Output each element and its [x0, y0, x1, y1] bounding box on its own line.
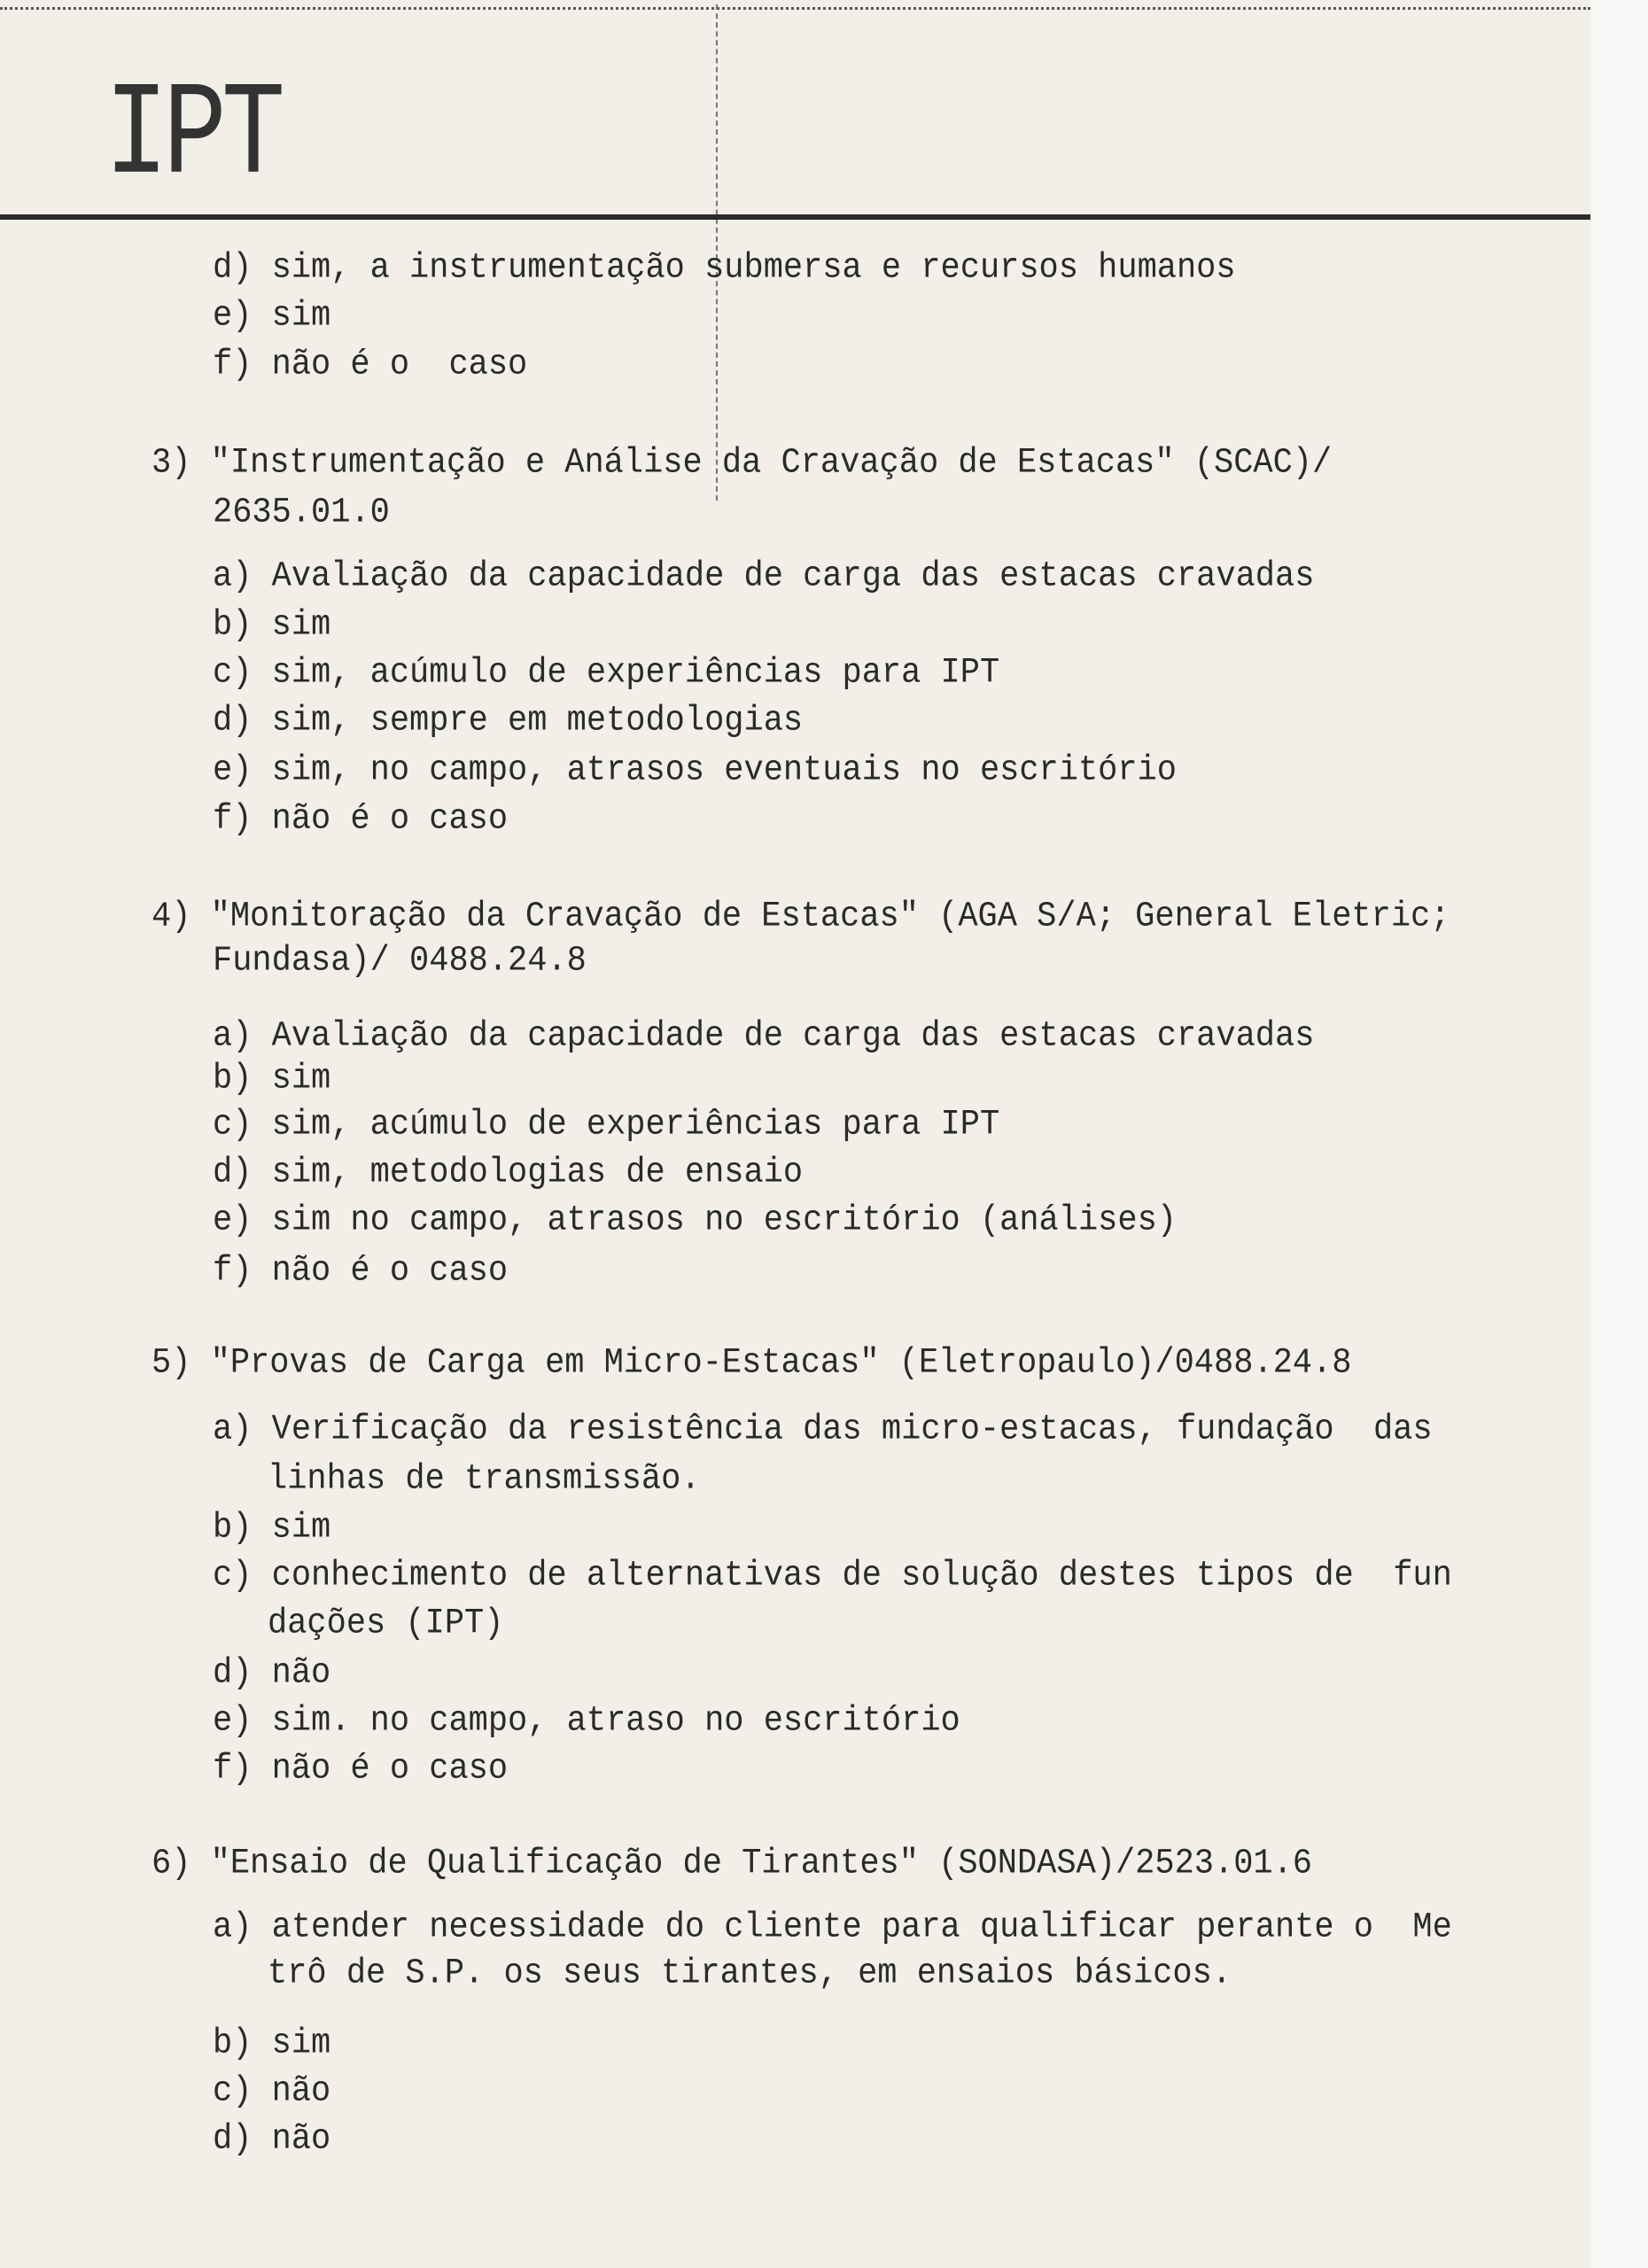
text-line: 2635.01.0: [213, 493, 390, 533]
text-line: linhas de transmissão.: [268, 1459, 701, 1500]
text-line: d) sim, a instrumentação submersa e recursos humanos: [213, 248, 1236, 289]
text-line: f) não é o caso: [213, 1251, 509, 1292]
text-line: f) não é o caso: [213, 799, 509, 840]
text-line: b) sim: [213, 605, 331, 646]
text-line: c) sim, acúmulo de experiências para IPT: [213, 1105, 1000, 1146]
text-line: b) sim: [213, 1059, 331, 1099]
page-edge: [1590, 0, 1648, 2268]
text-line: a) Verificação da resistência das micro-estacas, fundação das: [213, 1410, 1433, 1450]
text-line: a) Avaliação da capacidade de carga das estacas cravadas: [213, 1016, 1315, 1057]
text-line: trô de S.P. os seus tirantes, em ensaios básicos.: [268, 1953, 1232, 1994]
ipt-logo: IPT: [105, 62, 281, 213]
text-line: e) sim, no campo, atrasos eventuais no escritório: [213, 750, 1177, 791]
header-rule: [0, 214, 1590, 220]
text-line: 4) "Monitoração da Cravação de Estacas" (AGA S/A; General Eletric;: [152, 897, 1450, 937]
text-line: c) conhecimento de alternativas de solução destes tipos de fun: [213, 1556, 1452, 1596]
text-line: b) sim: [213, 2023, 331, 2064]
text-line: b) sim: [213, 1508, 331, 1549]
text-line: 3) "Instrumentação e Análise da Cravação de Estacas" (SCAC)/: [152, 443, 1333, 484]
text-line: e) sim no campo, atrasos no escritório (análises): [213, 1200, 1177, 1241]
text-line: Fundasa)/ 0488.24.8: [213, 941, 587, 982]
top-border: [0, 7, 1590, 10]
text-line: a) Avaliação da capacidade de carga das estacas cravadas: [213, 556, 1315, 597]
text-line: d) sim, metodologias de ensaio: [213, 1153, 804, 1193]
text-line: e) sim. no campo, atraso no escritório: [213, 1701, 960, 1742]
text-line: f) não é o caso: [213, 1749, 509, 1790]
text-line: 5) "Provas de Carga em Micro-Estacas" (Eletropaulo)/0488.24.8: [152, 1343, 1352, 1384]
text-line: c) não: [213, 2071, 331, 2112]
text-line: c) sim, acúmulo de experiências para IPT: [213, 653, 1000, 694]
text-line: d) não: [213, 1653, 331, 1694]
text-line: 6) "Ensaio de Qualificação de Tirantes" (SONDASA)/2523.01.6: [152, 1844, 1313, 1884]
text-line: e) sim: [213, 296, 331, 337]
text-line: a) atender necessidade do cliente para qualificar perante o Me: [213, 1907, 1452, 1948]
text-line: d) sim, sempre em metodologias: [213, 701, 804, 742]
text-line: d) não: [213, 2119, 331, 2160]
text-line: f) não é o caso: [213, 345, 528, 385]
text-line: dações (IPT): [268, 1604, 504, 1644]
